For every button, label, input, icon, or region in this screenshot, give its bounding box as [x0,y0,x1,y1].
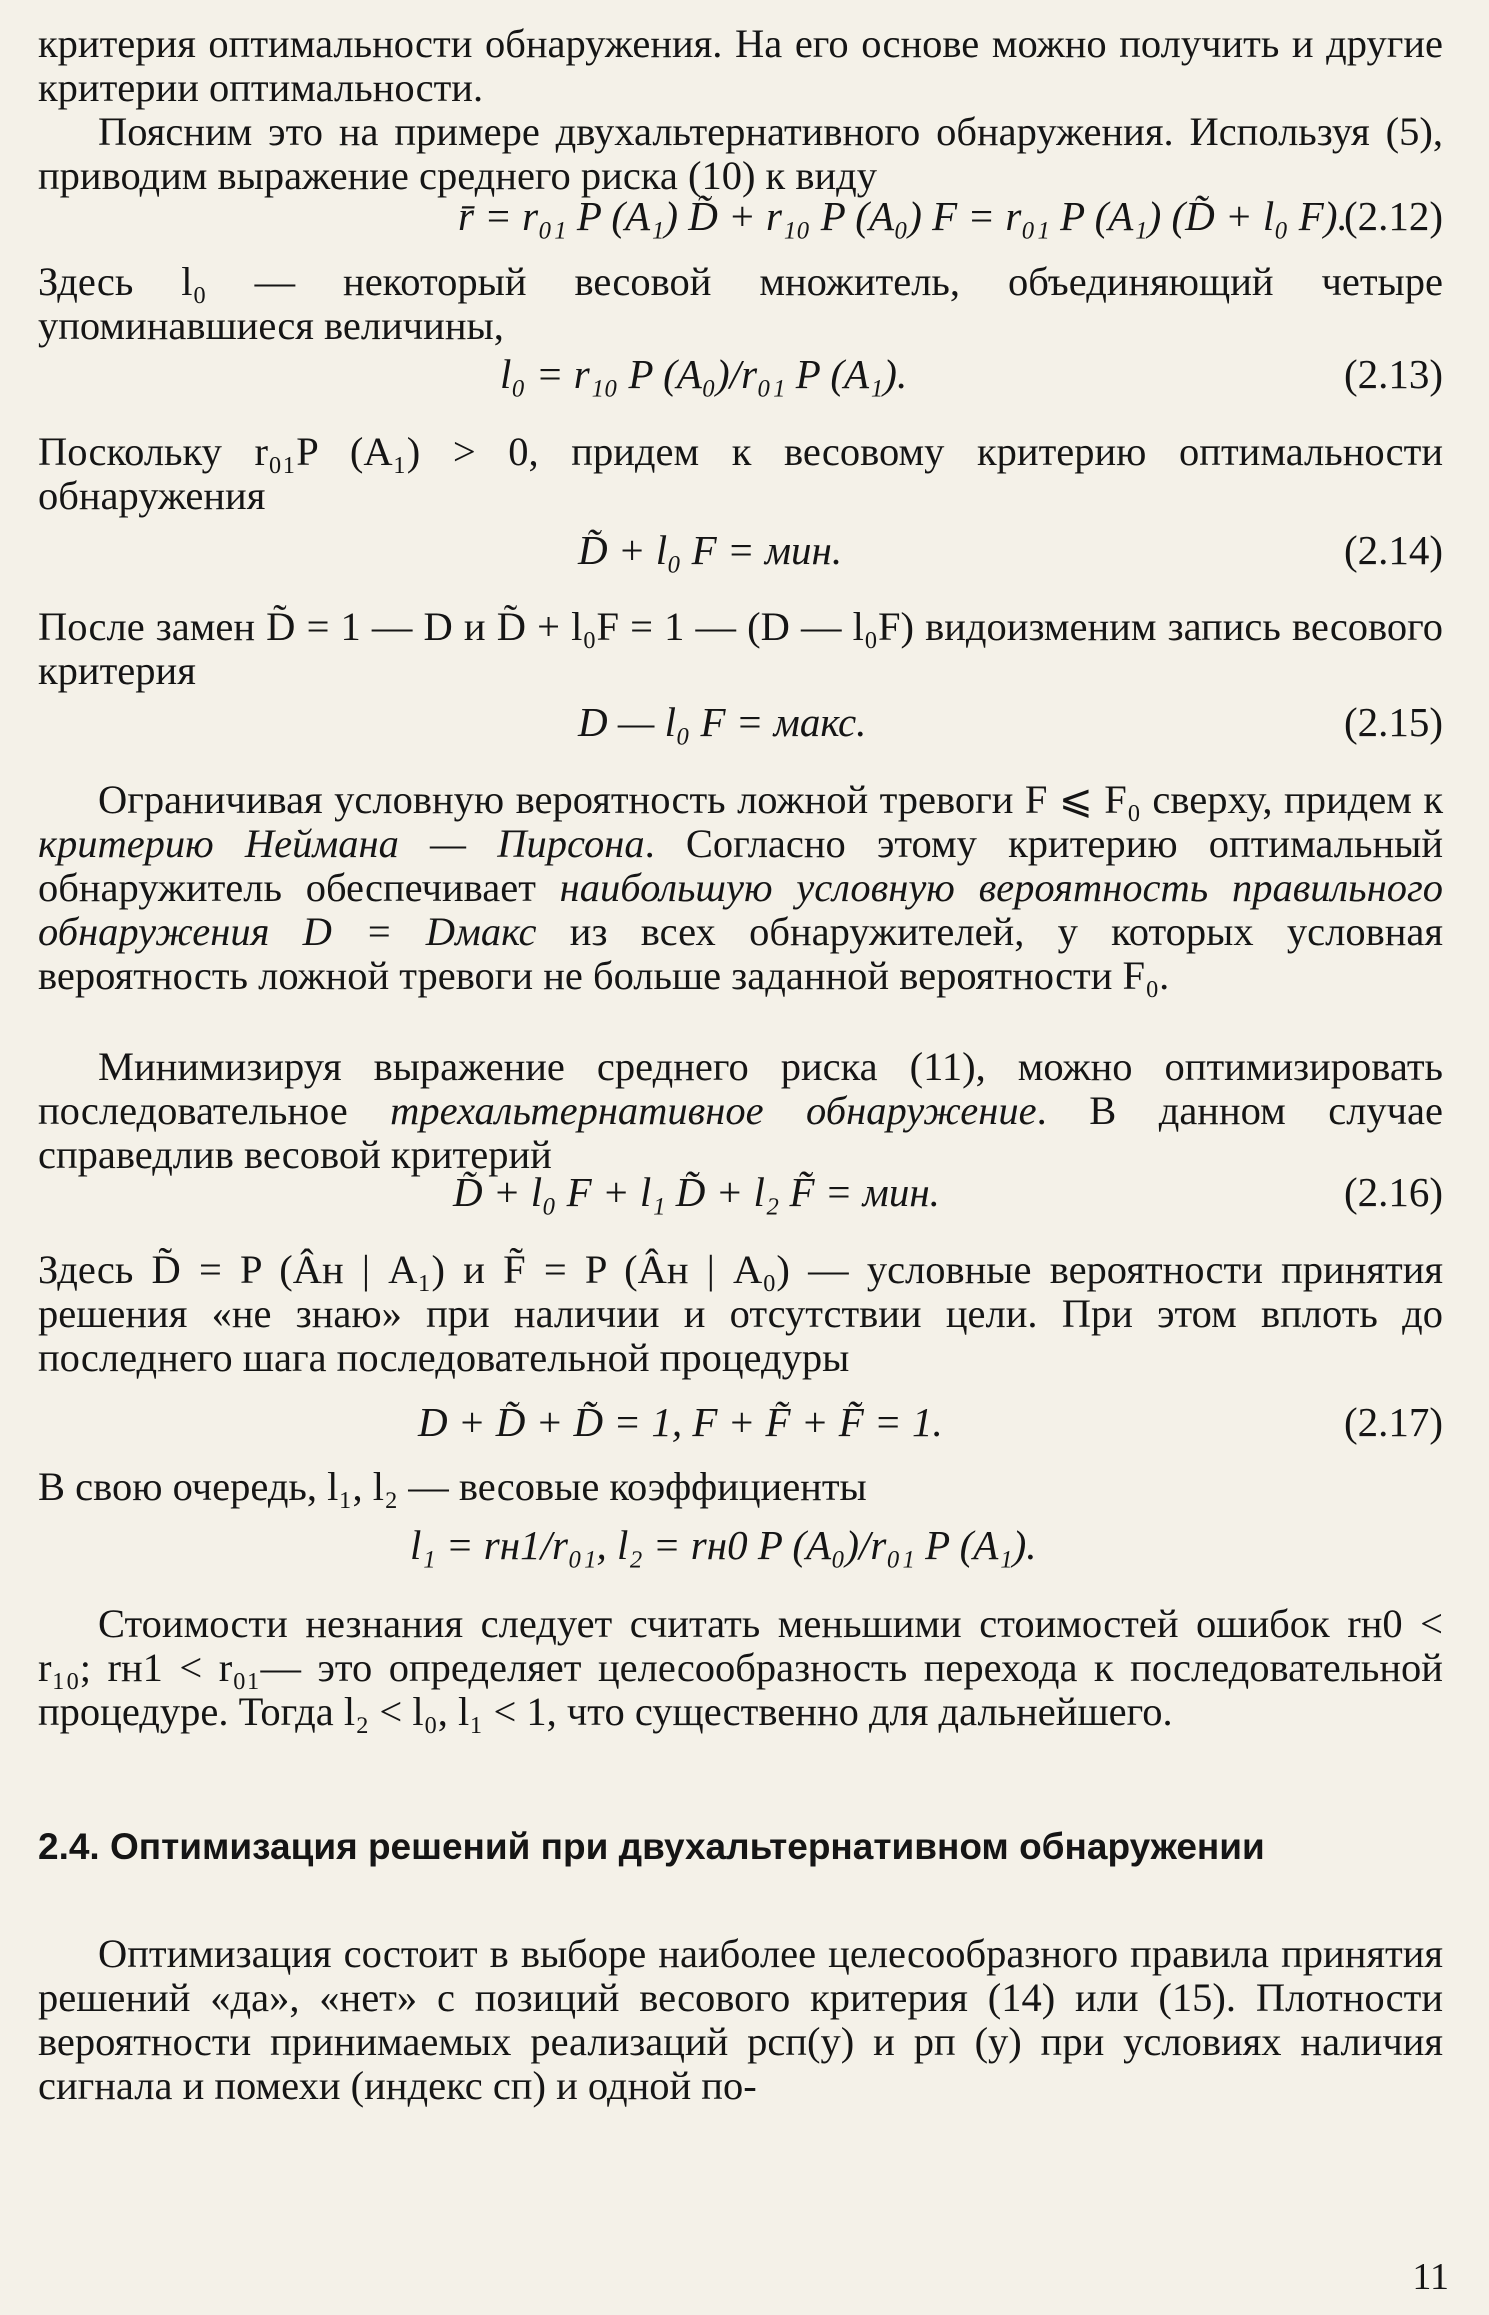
equation-number: (2.14) [1343,527,1443,573]
section-heading: 2.4. Оптимизация решений при двухальтернативном обнаружении [38,1826,1265,1867]
text-run: . В данном случае справедлив весовой критерий [38,1088,1443,1177]
paragraph-sequential [38,1045,1443,1177]
paragraph-intro: критерия оптимальности обнаружения. На его основе можно получить и другие критерии оптимальности. [38,21,1443,110]
equation-2-12 [38,194,1443,242]
paragraph-explain: Поясним это на примере двухальтернативного обнаружения. Используя (5), приводим выражение среднего риска (10) к виду [38,109,1443,198]
term-max-detection: наибольшую условную вероятность правильного обнаружения D = Dмакс [38,865,1444,954]
term-three-alternative: трехальтернативное обнаружение [390,1088,1037,1133]
paragraph-coefficients: В свою очередь, l₁, l₂ — весовые коэффициенты [38,1464,867,1509]
equation-formula: r̄ = r₀₁ P (A₁) D̃ + r₁₀ P (A₀) F = r₀₁ P (A₁) (D̃ + l₀ F). [458,193,1348,239]
paragraph-weight-factor: Здесь l₀ — некоторый весовой множитель, объединяющий четыре упоминавшиеся величины, [38,259,1443,348]
equation-2-13 [38,352,1443,400]
equation-2-16 [38,1170,1443,1218]
equation-number: (2.13) [1343,351,1443,397]
paragraph-optimization: Оптимизация состоит в выборе наиболее целесообразного правила принятия решений «да», «нет» с позиций весового критерия (14) или (15). Плотности вероятности принимаемых реализаций pсп(y) и pп (y) при условиях наличия сигнала и помехи (индекс сп) и одной по- [38,1931,1443,2108]
text-run: . Согласно этому критерию оптимальный обнаружитель обеспечивает [38,821,1443,910]
page-number: 11 [1412,2256,1449,2298]
equation-2-15 [38,700,1443,748]
equation-coefficients [38,1523,1443,1571]
paragraph-neyman-pearson [38,778,1443,998]
paragraph-after-substitution: После замен D̃ = 1 — D и D̃ + l₀F = 1 — (D — l₀F) видоизменим запись весового критерия [38,604,1443,693]
equation-formula: D — l₀ F = макс. [578,699,867,745]
equation-number: (2.16) [1343,1169,1443,1215]
text-run: Минимизируя выражение среднего риска (11), можно оптимизировать последовательное [38,1044,1443,1133]
equation-number: (2.15) [1343,699,1443,745]
text-run: Ограничивая условную вероятность ложной тревоги F ⩽ F₀ сверху, придем к [98,777,1443,822]
paragraph-dont-know: Здесь D̃̃ = P (Âн | A₁) и F̃̃ = P (Âн | A₀) — условные вероятности принятия решения «не знаю» при наличии и отсутствии цели. При этом вплоть до последнего шага последовательной процедуры [38,1247,1443,1380]
text-run: из всех обнаружителей, у которых условная вероятность ложной тревоги не больше заданной вероятности F₀. [38,909,1443,998]
equation-2-14 [38,528,1443,576]
equation-formula: D̃ + l₀ F + l₁ D̃̃ + l₂ F̃̃ = мин. [453,1169,940,1215]
paragraph-costs: Стоимости незнания следует считать меньшими стоимостей ошибок rн0 < r₁₀; rн1 < r₀₁— это определяет целесообразность перехода к последовательной процедуре. Тогда l₂ < l₀, l₁ < 1, что существенно для дальнейшего. [38,1601,1443,1734]
equation-formula: l₀ = r₁₀ P (A₀)/r₀₁ P (A₁). [500,351,908,397]
equation-formula: D + D̃ + D̃̃ = 1, F + F̃ + F̃̃ = 1. [418,1399,943,1445]
paragraph-since: Поскольку r₀₁P (A₁) > 0, придем к весовому критерию оптимальности обнаружения [38,429,1443,518]
term-neyman-pearson: критерию Неймана — Пирсона [38,821,645,866]
equation-2-17 [38,1400,1443,1448]
equation-number: (2.12) [1343,193,1443,239]
equation-formula: l₁ = rн1/r₀₁, l₂ = rн0 P (A₀)/r₀₁ P (A₁). [410,1522,1037,1568]
equation-number: (2.17) [1343,1399,1443,1445]
equation-formula: D̃ + l₀ F = мин. [578,527,843,573]
